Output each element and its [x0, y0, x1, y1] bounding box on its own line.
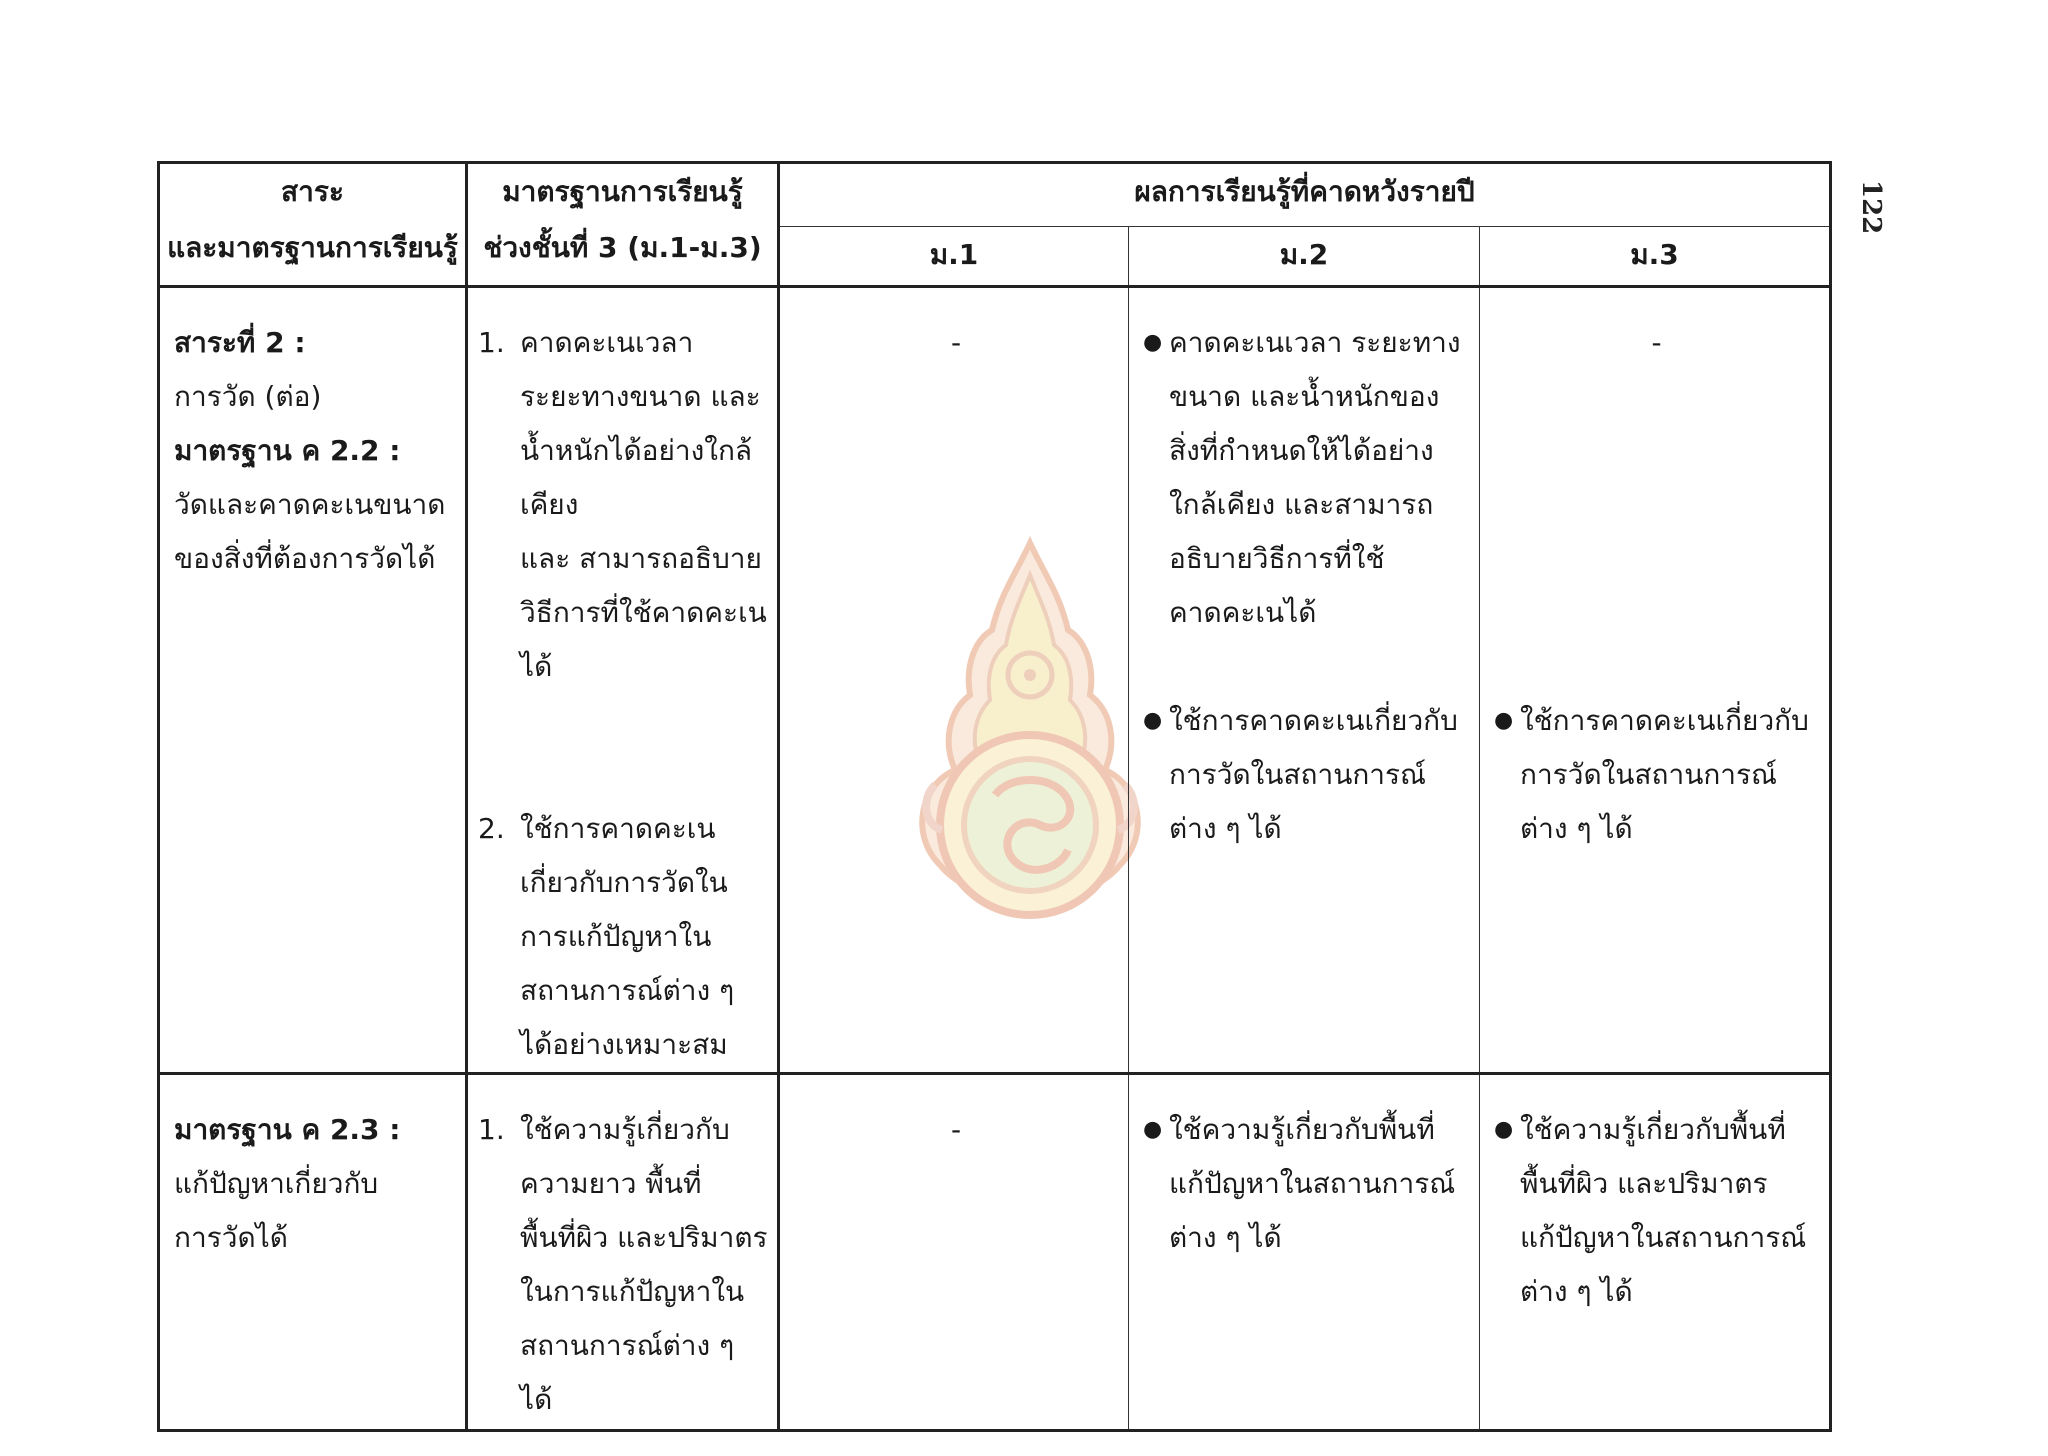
list-item: ● คาดคะเนเวลา ระยะทาง ขนาด และน้ำหนักของ สิ่งที่กำหนดให้ได้อย่าง ใกล้เคียง และสามารถ อธิบายวิธีการที่ใช้ คาดคะเนได้ — [1143, 316, 1469, 640]
bullet-icon: ● — [1143, 1117, 1163, 1142]
list-item: 2. ใช้การคาดคะเน เกี่ยวกับการวัดใน การแก้ปัญหาใน สถานการณ์ต่าง ๆ ได้อย่างเหมาะสม — [478, 812, 735, 1061]
list-item: ● ใช้การคาดคะเนเกี่ยวกับ การวัดในสถานการณ์ ต่าง ๆ ได้ — [1143, 694, 1469, 856]
grade-m1-cell: - — [779, 287, 1129, 1074]
grade-m3-cell: - ● ใช้การคาดคะเนเกี่ยวกับ การวัดในสถานการณ์ ต่าง ๆ ได้ — [1480, 287, 1831, 1074]
grade-m3-cell — [1480, 1074, 1831, 1431]
header-subject: สาระ และมาตรฐานการเรียนรู้ — [159, 163, 467, 287]
header-grade-m1: ม.1 — [779, 227, 1129, 287]
header-grade-m3: ม.3 — [1480, 227, 1831, 287]
header-standard: มาตรฐานการเรียนรู้ ช่วงชั้นที่ 3 (ม.1-ม.3) — [467, 163, 779, 287]
subject-cell: สาระที่ 2 : การวัด (ต่อ) มาตรฐาน ค 2.2 : วัดและคาดคะเนขนาด ของสิ่งที่ต้องการวัดได้ — [159, 287, 467, 1074]
header-outcomes: ผลการเรียนรู้ที่คาดหวังรายปี — [779, 163, 1831, 227]
curriculum-table — [157, 161, 1832, 1432]
list-item: ● ใช้ความรู้เกี่ยวกับพื้นที่ แก้ปัญหาในสถานการณ์ ต่าง ๆ ได้ — [1143, 1103, 1469, 1265]
bullet-icon: ● — [1494, 1117, 1514, 1142]
table-row — [159, 287, 1831, 1074]
list-item: 1. ใช้ความรู้เกี่ยวกับ ความยาว พื้นที่ พื้นที่ผิว และปริมาตร ในการแก้ปัญหาใน สถานการณ์ต่าง ๆ ได้ — [478, 1113, 768, 1416]
page-number: 122 — [1856, 180, 1886, 235]
list-item: ● ใช้ความรู้เกี่ยวกับพื้นที่ พื้นที่ผิว และปริมาตร แก้ปัญหาในสถานการณ์ ต่าง ๆ ได้ — [1494, 1103, 1819, 1319]
subject-cell: มาตรฐาน ค 2.3 : แก้ปัญหาเกี่ยวกับ การวัดได้ — [159, 1074, 467, 1431]
list-item: ● ใช้การคาดคะเนเกี่ยวกับ การวัดในสถานการณ์ ต่าง ๆ ได้ — [1494, 694, 1819, 856]
standard-cell — [467, 1074, 779, 1431]
grade-m2-cell — [1129, 1074, 1480, 1431]
standard-cell — [467, 287, 779, 1074]
bullet-icon: ● — [1494, 708, 1514, 733]
bullet-icon: ● — [1143, 330, 1163, 355]
table-row — [159, 1074, 1831, 1431]
grade-m1-cell: - — [779, 1074, 1129, 1431]
list-item: 1. คาดคะเนเวลา ระยะทางขนาด และ น้ำหนักได้อย่างใกล้เคียง และ สามารถอธิบาย วิธีการที่ใช้คาดคะเนได้ — [478, 326, 767, 683]
grade-m2-cell — [1129, 287, 1480, 1074]
header-grade-m2: ม.2 — [1129, 227, 1480, 287]
bullet-icon: ● — [1143, 708, 1163, 733]
